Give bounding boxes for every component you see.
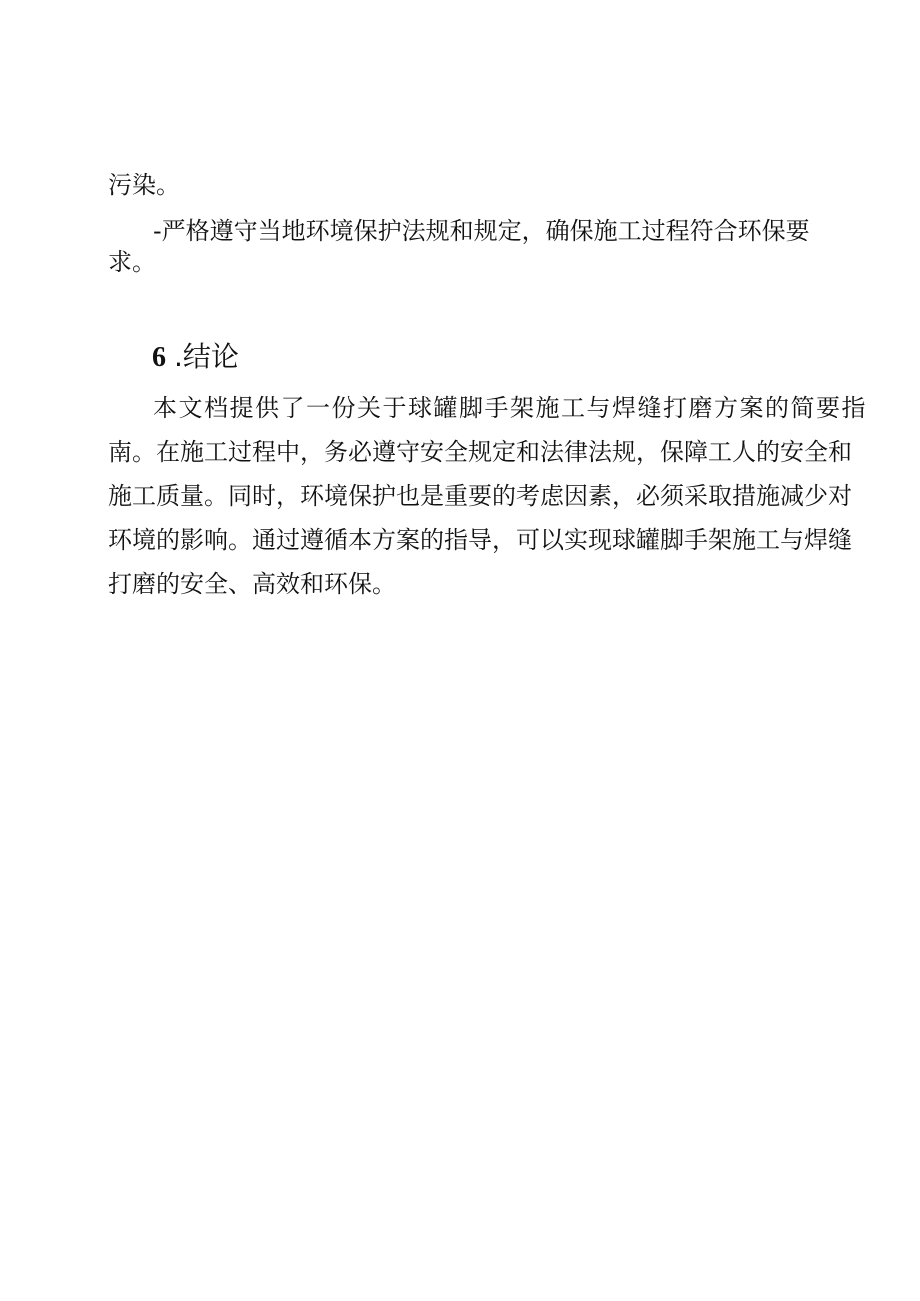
bullet-line-continuation: 求。 <box>108 248 156 276</box>
paragraph-line: 环境的影响。通过遵循本方案的指导，可以实现球罐脚手架施工与焊缝 <box>108 526 852 554</box>
bullet-line: -严格遵守当地环境保护法规和规定，确保施工过程符合环保要 <box>153 217 810 245</box>
paragraph-line: 本文档提供了一份关于球罐脚手架施工与焊缝打磨方案的简要指 <box>153 394 867 422</box>
section-heading <box>152 339 239 376</box>
paragraph-line: 南。在施工过程中，务必遵守安全规定和法律法规，保障工人的安全和 <box>108 438 852 466</box>
paragraph-line: 污染。 <box>108 171 180 199</box>
section-title: .结论 <box>174 340 239 373</box>
paragraph-line: 施工质量。同时，环境保护也是重要的考虑因素，必须采取措施减少对 <box>108 482 852 510</box>
paragraph-line: 打磨的安全、高效和环保。 <box>108 570 396 598</box>
section-number: 6 <box>152 342 166 373</box>
